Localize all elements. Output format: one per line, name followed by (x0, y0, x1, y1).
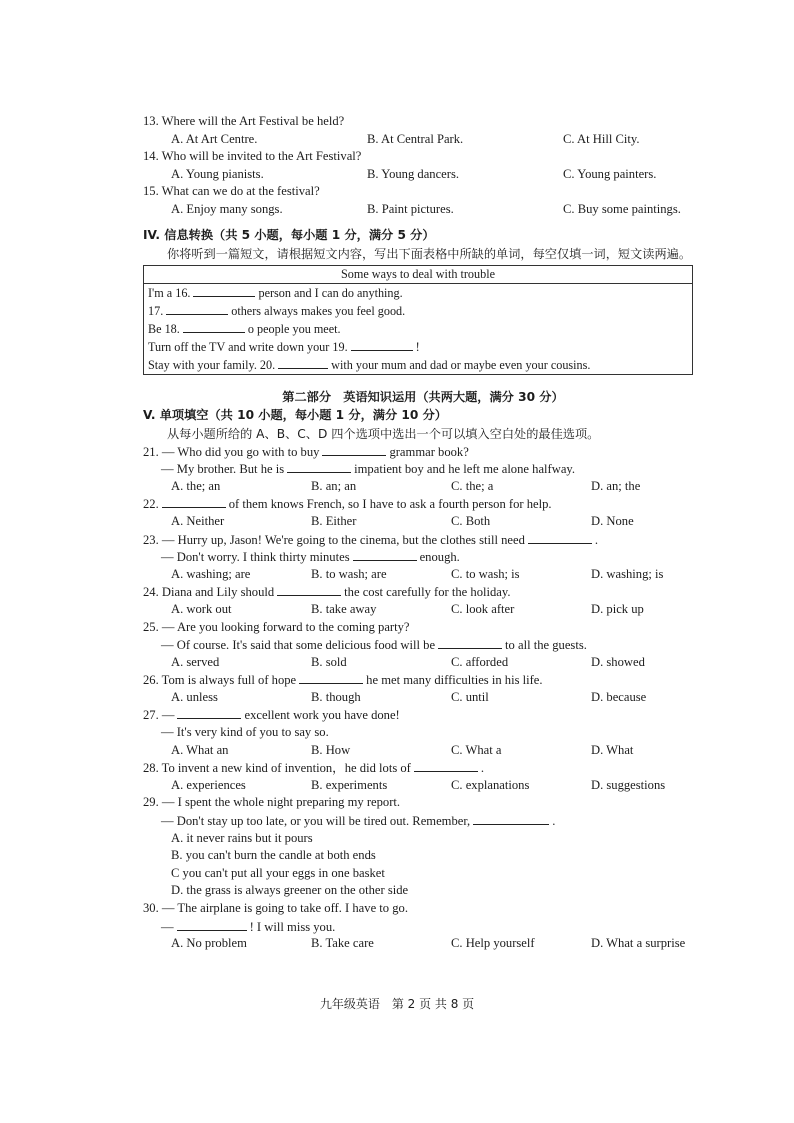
option-row (143, 201, 703, 219)
option-a[interactable]: A. unless (171, 689, 218, 704)
question-stem: 14. Who will be invited to the Art Festival? (143, 149, 362, 164)
table-row: I'm a 16. person and I can do anything. (144, 283, 693, 302)
question-stem: — Don't stay up too late, or you will be tired out. Remember, . (161, 814, 556, 829)
answer-blank[interactable] (353, 548, 417, 561)
listening-questions (143, 113, 703, 219)
option-row (143, 566, 703, 584)
answer-blank[interactable] (177, 918, 247, 931)
answer-blank-20[interactable] (278, 356, 328, 369)
question-stem: — My brother. But he is impatient boy and he left me alone halfway. (161, 462, 576, 477)
answer-blank-18[interactable] (183, 320, 245, 333)
option-row (143, 742, 703, 760)
option-b[interactable]: B. you can't burn the candle at both ends (171, 848, 376, 863)
question-15 (143, 183, 703, 218)
option-b[interactable]: B. Paint pictures. (367, 201, 454, 216)
option-d[interactable]: D. the grass is always greener on the other side (171, 883, 409, 898)
question-stem: 24. Diana and Lily should the cost carefully for the holiday. (143, 585, 511, 600)
option-a[interactable]: A. work out (171, 601, 232, 616)
option-c[interactable]: C. explanations (451, 777, 530, 792)
option-c[interactable]: C. look after (451, 601, 515, 616)
question-21 (143, 443, 703, 496)
question-25 (143, 619, 703, 672)
option-d[interactable]: D. suggestions (591, 777, 666, 792)
option-c[interactable]: C. afforded (451, 654, 509, 669)
answer-blank[interactable] (322, 443, 386, 456)
option-a[interactable]: A. experiences (171, 777, 246, 792)
option-row (143, 777, 703, 795)
question-stem: 22. of them knows French, so I have to ask a fourth person for help. (143, 497, 552, 512)
option-b[interactable]: B. How (311, 742, 351, 757)
question-stem: 25. — Are you looking forward to the coming party? (143, 619, 410, 634)
section-iv-instruction: 你将听到一篇短文，请根据短文内容，写出下面表格中所缺的单词，每空仅填一词，短文读两遍。 (167, 246, 692, 261)
option-c[interactable]: C. Help yourself (451, 936, 535, 951)
question-stem: 30. — The airplane is going to take off. I have to go. (143, 901, 408, 915)
question-stem: 15. What can we do at the festival? (143, 184, 320, 199)
option-d[interactable]: D. because (591, 689, 647, 704)
question-28 (143, 759, 703, 794)
option-d[interactable]: D. pick up (591, 601, 644, 616)
option-row (143, 513, 703, 531)
question-30 (143, 900, 703, 953)
section-iv-title: IV. 信息转换（共 5 小题，每小题 1 分，满分 5 分） (143, 227, 435, 242)
option-d[interactable]: D. What a surprise (591, 936, 686, 951)
option-c[interactable]: C. At Hill City. (563, 131, 640, 146)
question-23 (143, 531, 703, 584)
question-24 (143, 583, 703, 618)
answer-blank[interactable] (287, 460, 351, 473)
question-stem: 13. Where will the Art Festival be held? (143, 114, 345, 128)
table-row: 17. others always makes you feel good. (144, 302, 693, 320)
option-a[interactable]: A. Young pianists. (171, 166, 264, 181)
option-b[interactable]: B. Either (311, 513, 357, 528)
question-stem: 29. — I spent the whole night preparing my report. (143, 795, 401, 810)
option-a[interactable]: A. served (171, 654, 220, 669)
option-a[interactable]: A. What an (171, 742, 229, 757)
option-a[interactable]: A. No problem (171, 936, 247, 951)
section-v-instruction: 从每小题所给的 A、B、C、D 四个选项中选出一个可以填入空白处的最佳选项。 (167, 426, 600, 441)
question-stem: — It's very kind of you to say so. (161, 725, 329, 740)
answer-blank[interactable] (473, 812, 549, 825)
answer-blank[interactable] (299, 671, 363, 684)
answer-blank[interactable] (414, 759, 478, 772)
question-stem: — ! I will miss you. (161, 919, 336, 934)
option-b[interactable]: B. experiments (311, 777, 388, 792)
option-c[interactable]: C. to wash; is (451, 566, 520, 581)
option-b[interactable]: B. sold (311, 654, 347, 669)
option-a[interactable]: A. Neither (171, 513, 225, 528)
option-c[interactable]: C you can't put all your eggs in one basket (171, 865, 385, 880)
answer-blank[interactable] (528, 531, 592, 544)
question-stem: 23. — Hurry up, Jason! We're going to the cinema, but the clothes still need . (143, 532, 599, 547)
answer-blank-17[interactable] (166, 302, 228, 315)
option-b[interactable]: B. Young dancers. (367, 166, 460, 181)
table-row: Stay with your family. 20. with your mum and dad or maybe even your cousins. (144, 356, 693, 375)
part-two-heading: 第二部分 英语知识运用（共两大题，满分 30 分） (282, 389, 564, 404)
option-b[interactable]: B. an; an (311, 478, 357, 493)
page-footer: 九年级英语 第 2 页 共 8 页 (319, 997, 475, 1011)
option-row (143, 478, 703, 496)
option-c[interactable]: C. Young painters. (563, 166, 657, 181)
option-a[interactable]: A. it never rains but it pours (171, 830, 313, 845)
option-row (143, 131, 703, 149)
option-b[interactable]: B. though (311, 689, 361, 704)
question-stem: 27. — excellent work you have done! (143, 708, 400, 723)
option-c[interactable]: C. Both (451, 513, 491, 528)
option-row (143, 935, 703, 953)
answer-blank[interactable] (277, 583, 341, 596)
answer-blank-16[interactable] (193, 284, 255, 297)
option-c[interactable]: C. Buy some paintings. (563, 201, 681, 216)
question-22 (143, 495, 703, 530)
option-row (143, 166, 703, 184)
option-b[interactable]: B. take away (311, 601, 377, 616)
answer-blank[interactable] (177, 706, 241, 719)
question-29 (143, 794, 703, 900)
answer-blank[interactable] (438, 636, 502, 649)
question-stem: — Don't worry. I think thirty minutes enough. (161, 550, 460, 565)
option-d[interactable]: D. showed (591, 654, 645, 669)
question-stem: 28. To invent a new kind of invention，he did lots of . (143, 761, 485, 776)
question-13 (143, 113, 703, 148)
exam-page (143, 113, 703, 953)
option-row (143, 601, 703, 619)
table-header: Some ways to deal with trouble (144, 265, 693, 283)
option-d[interactable]: D. None (591, 513, 634, 528)
option-row (143, 654, 703, 672)
option-c[interactable]: C. What a (451, 742, 502, 757)
option-a[interactable]: A. washing; are (171, 566, 251, 581)
option-a[interactable]: A. the; an (171, 478, 221, 493)
option-a[interactable]: A. At Art Centre. (171, 131, 258, 146)
table-row: Be 18. o people you meet. (144, 320, 693, 338)
question-stem: 21. — Who did you go with to buy grammar book? (143, 444, 469, 459)
section-v-title: V. 单项填空（共 10 小题，每小题 1 分，满分 10 分） (143, 407, 447, 422)
answer-blank-19[interactable] (351, 338, 413, 351)
option-b[interactable]: B. At Central Park. (367, 131, 464, 146)
option-d[interactable]: D. What (591, 742, 634, 757)
table-row: Turn off the TV and write down your 19. ! (144, 338, 693, 356)
option-a[interactable]: A. Enjoy many songs. (171, 201, 283, 216)
multiple-choice-questions (143, 443, 703, 795)
option-b[interactable]: B. to wash; are (311, 566, 387, 581)
option-d[interactable]: D. washing; is (591, 566, 664, 581)
question-stem: 26. Tom is always full of hope he met many difficulties in his life. (143, 673, 543, 688)
option-d[interactable]: D. an; the (591, 478, 641, 493)
question-stem: — Of course. It's said that some delicious food will be to all the guests. (161, 638, 587, 653)
info-table (143, 265, 693, 375)
option-c[interactable]: C. until (451, 689, 489, 704)
option-b[interactable]: B. Take care (311, 936, 374, 951)
option-c[interactable]: C. the; a (451, 478, 494, 493)
option-row (143, 689, 703, 707)
question-14 (143, 148, 703, 183)
question-26 (143, 671, 703, 706)
answer-blank[interactable] (162, 495, 226, 508)
question-27 (143, 706, 703, 759)
